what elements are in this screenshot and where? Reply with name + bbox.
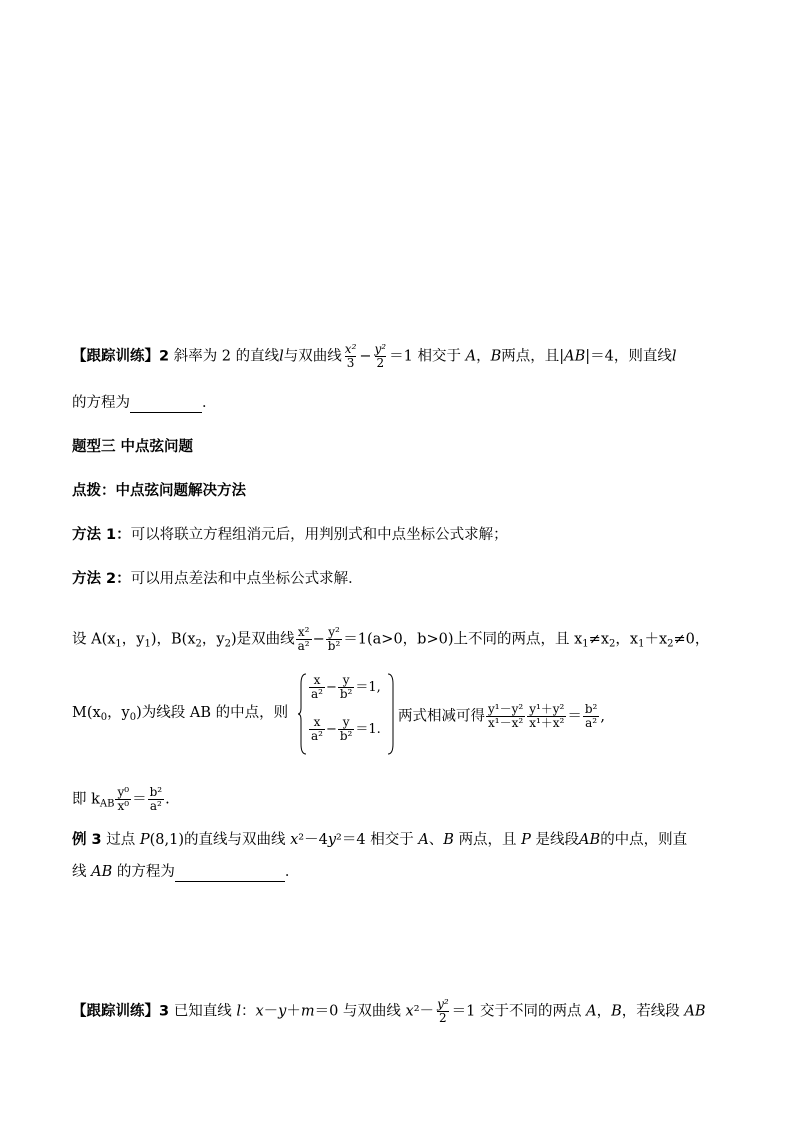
- practice-2-tag: 【跟踪训练】2: [72, 348, 170, 365]
- fraction-sum: $\frac{\text{y¹＋y²}}{\text{x¹＋x²}}$: [529, 702, 565, 730]
- system-eq-2: $\frac{x}{\text{a²}}$ − $\frac{y}{\text{b²}}$ ＝1.: [311, 715, 381, 743]
- fraction-b2-a2: $\frac{\text{b²}}{\text{a²}}$: [584, 702, 598, 730]
- slope-result: 即 $k_{AB}$ $\frac{\text{y⁰}}{\text{x⁰}}$ ＝ $\frac{\text{b²}}{\text{a²}}$ .: [72, 785, 170, 813]
- example-3-line1: 例 3 过点 P(8,1)的直线与双曲线 x²－4y²＝4 相交于 A、B 两点，且 P 是线段AB的中点，则直: [72, 832, 688, 848]
- practice-3-line1: 【跟踪训练】3 已知直线 l：x－y＋m＝0 与双曲线 x²－ $\frac{\text{y²}}{2}$ ＝1 交于不同的两点 A，B，若线段 AB: [72, 997, 706, 1025]
- fraction-diff: $\frac{\text{y¹－y²}}{\text{x¹－x²}}$: [488, 702, 524, 730]
- fraction-y2-b2: $\frac{\text{y²}}{\text{b²}}$: [327, 625, 341, 653]
- midpoint-line-left: $M(x_0$，$y_0$)为线段 AB 的中点，则: [72, 705, 289, 723]
- example-3-tag: 例 3: [72, 832, 102, 848]
- practice-2-line1: 【跟踪训练】2 斜率为 2 的直线l与双曲线 $\frac{\text{x²}}{3}$ − $\frac{\text{y²}}{2}$ ＝1 相交于 A，B两点，且|AB|＝4，则直线l: [72, 342, 677, 370]
- example-3-line2: 线 AB 的方程为 ．: [72, 864, 300, 880]
- fraction-x2-3: $\frac{\text{x²}}{3}$: [344, 342, 357, 370]
- practice-3-tag: 【跟踪训练】3: [72, 1003, 170, 1020]
- fraction-y2-2: $\frac{\text{y²}}{2}$: [374, 342, 387, 370]
- answer-blank-2: [175, 867, 285, 882]
- answer-blank: [130, 398, 202, 413]
- setup-line: 设 $A(x_1$，$y_1$)，$B(x_2$，$y_2$)是双曲线 $\frac{\text{x²}}{\text{a²}}$ − $\frac{\text{y²}}{\text{b²}}$ ＝1(a>0，b>0)上不同的两点，且 $x_1\ne x_2$，$x_1+x_2\ne 0$，: [72, 625, 710, 653]
- tip-heading: 点拨：中点弦问题解决方法: [72, 483, 246, 499]
- midpoint-line-right: 两式相减可得 $\frac{\text{y¹－y²}}{\text{x¹－x²}}$ $\frac{\text{y¹＋y²}}{\text{x¹＋x²}}$ ＝ $\frac{\text{b²}}{\text{a²}}$ ,: [398, 702, 605, 730]
- section-heading: 题型三 中点弦问题: [72, 439, 194, 455]
- method-2: 方法 2：可以用点差法和中点坐标公式求解．: [72, 571, 363, 587]
- equation-system: [298, 672, 396, 756]
- fraction-x2-a2: $\frac{\text{x²}}{\text{a²}}$: [297, 625, 310, 653]
- fraction-y2-2b: $\frac{\text{y²}}{2}$: [437, 997, 449, 1025]
- practice-2-line2: 的方程为 ．: [72, 395, 217, 411]
- system-eq-1: $\frac{x}{\text{a²}}$ − $\frac{y}{\text{b²}}$ ＝1,: [311, 673, 381, 701]
- method-1: 方法 1：可以将联立方程组消元后，用判别式和中点坐标公式求解；: [72, 527, 508, 543]
